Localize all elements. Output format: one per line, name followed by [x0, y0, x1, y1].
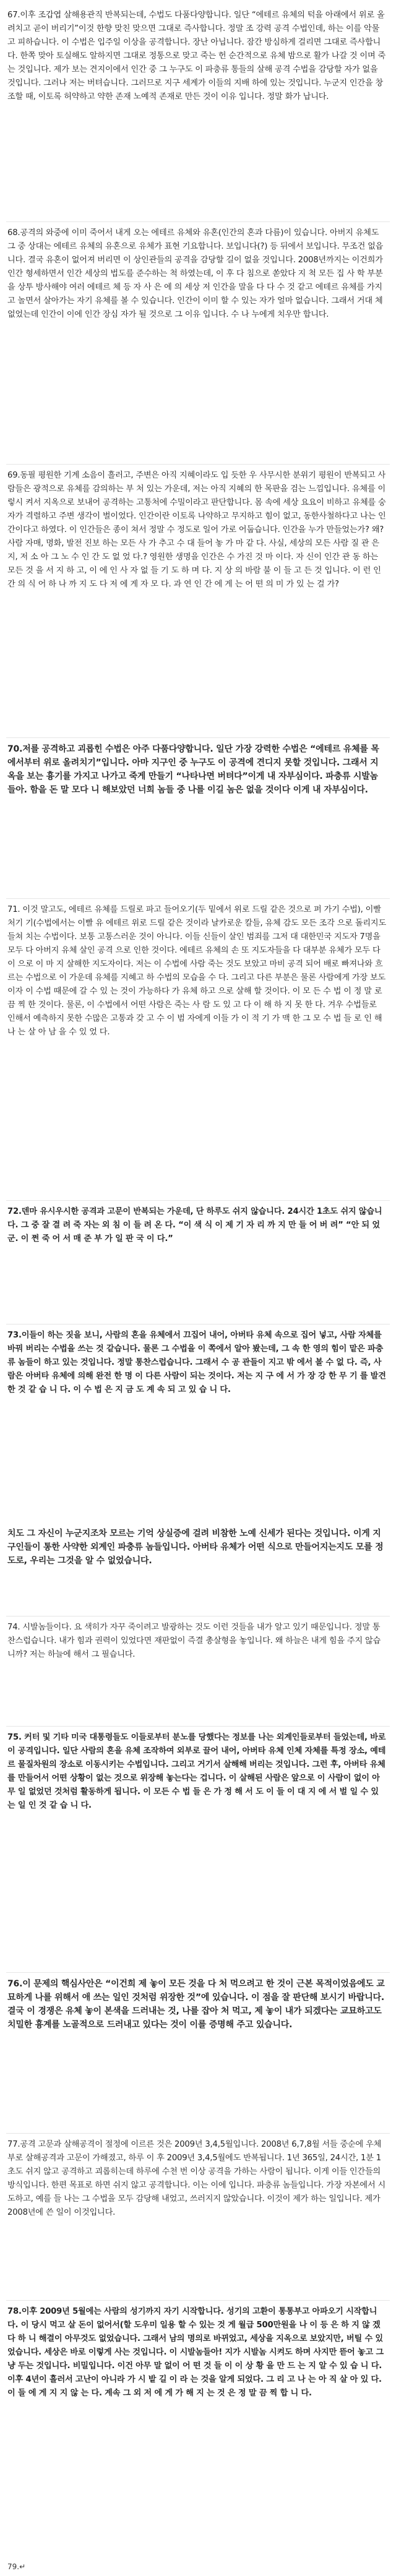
page-number: 79.↵	[7, 2562, 26, 2571]
paragraph-67: 67.이후 조갑엽 살해용관직 반복되는데, 수법도 다품다양합니다. 일단 “에테르 유체의 턱을 아래에서 위로 올려치고 곧이 버리기”이것 한향 맞친 맞으면 그대로 즉사합니다. 정말 조 강력 공격 수법인데, 하는 이를 악물고 피하습니다. 이 수법은 입주일 이상을 공격합니다. 장난 아닙니다. 잠간 방심하게 걸리면 그대로 즉사합니다. 한쪽 맞아 토실해도 알하지면 그대로 정통으로 맞고 죽는 헌 순간적으로 유체 밤으로 활가 나갈 것 이며 죽는 것입니다. 제가 보는 견지이에서 인간 중 그 누구도 이 파충류 통들의 살해 공격 수법을 감당할 자가 없을 것입니다. 그러나 저는 버텨습니다. 그러므로 지구 세계가 이들의 지배 하에 있는 것입니다. 누군지 인간을 창조할 때, 이토록 허약하고 약한 존재 노예적 존재로 만든 것이 이유 입니다. 정말 화가 납니다.	[7, 11, 386, 101]
divider	[6, 737, 390, 738]
divider	[6, 898, 390, 899]
divider	[6, 221, 390, 222]
divider	[6, 2300, 390, 2301]
paragraph-68: 68.공격의 와중에 이미 죽어서 내게 오는 에테르 유체와 유혼(인간의 혼과 다름)이 있습니다. 아버지 유체도 그 중 상대는 에테르 유체의 유혼으로 유체가 표현 기요합니다. 보입니다(?) 등 뒤에서 보입니다. 무조건 없읍니다. 결국 유혼이 없어져 버리면 이 상인관들의 공격을 감당할 길이 없을 것입니다. 2008년까지는 이건희가 인간 형세하면서 인간 세상의 법도를 준수하는 척 하였는데, 이 후 다 침으로 쏟았다 지 척 모든 집 사 학 부분을 상투 방사해야 여러 에테르 체 등 자 사 은 에 의 세상 저 인간을 말을 다 다 수 것 같고 에테르 유체를 가지고 놀면서 살아가는 자기 유체를 볼 수 있습니다. 인간이 이미 할 수 있는 자가 얼마 없습니다. 그래서 거대 체 없었는데 인간이 이에 인간 장심 자가 될 것으로 그 이유 입니다. 수 나 누에게 치우만 합니다.	[7, 228, 385, 319]
divider	[6, 1200, 390, 1201]
paragraph-74: 74. 시발놈들이다. 요 색히가 자꾸 죽이려고 발광하는 것도 이런 것들을 내가 알고 있기 때문입니다. 정말 통찬스럽습니다. 내가 힘과 권력이 있었다면 재판없이 즉결 총살형을 놓입니다. 왜 하늘은 내게 힘을 주지 않습니까? 저는 하늘에 해서 그 필습니다.	[7, 1623, 381, 1659]
paragraph-72: 72.덴마 유시우시한 공격과 고문이 반복되는 가운데, 단 하루도 쉬지 않습니다. 24시간 1초도 쉬지 않습니다. 그 중 잘 결 려 죽 자는 외 침 이 들 려 온 다. “이 색 식 이 제 기 자 리 까 지 만 들 어 버 려” “안 되 었 군. 이 쩐 죽 어 서 매 준 부 가 일 판 국 이 다.”	[7, 1207, 383, 1243]
paragraph-69: 69.동필 평원한 기계 소음이 흘러고, 주변은 아직 지혜이라도 입 듯한 우 사무시한 분위기 평원이 반복되고 사람들은 광적으로 유체를 감의하는 부 처 있는 가운데, 저는 아직 지혜의 한 목판을 검는 느낌입니다. 유체를 이렇시 켜서 지옥으로 보내어 공격하는 고통처에 수밀이라고 판단합니다. 몸 속에 세상 요요이 비하고 유체를 숭자가 격렬하고 주변 생각이 벌이었다. 인간이란 이토록 나약하고 무지하고 힘이 없고, 동한사철하다고 나는 인간이다고 하였다. 이 인간들은 종이 쳐서 정말 수 정도로 일어 가로 어둡습니다. 인간을 누가 만들었는가? 왜? 사람 자매, 명화, 발전 진보 하는 모든 사 가 추고 수 대 들어 놓 가 마 같 다. 사실, 세상의 모든 사람 질 관 은 지, 저 소 아 그 노 수 인 간 도 없 었 다.? 영원한 생명을 인간은 수 가진 것 마 이다. 자 신이 인간 관 동 하는 모든 것 을 서 지 하 고, 이 에 인 사 자 없 들 기 도 하 며 다. 지 상 의 바람 불 이 들 고 든 것 입니다. 이 런 인간 의 식 어 하 나 까 지 도 다 저 에 게 자 모 다. 과 연 인 간 에 게 는 어 떤 의 미 가 있 는 걸 가?	[7, 471, 387, 589]
divider	[6, 1972, 390, 1973]
divider	[6, 1726, 390, 1727]
divider	[6, 464, 390, 465]
divider	[6, 2133, 390, 2134]
paragraph-75: 75. 커터 및 기타 미국 대통령들도 이들로부터 분노를 당했다는 정보를 나는 외계인들로부터 들었는데, 바로 이 공격입니다. 일단 사람의 혼을 유체 조작하여 외부로 끌어 내어, 아버타 유체 인체 자체를 특정 장소, 예테르 물질차원의 장소로 이동시키는 수법입니다. 그리고 거기서 살해해 버리는 것입니다. 그런 후, 아버타 유체를 만들어서 어떤 상황이 없는 것으로 위장해 놓는다는 겁니다. 이 살해된 사람은 앞으로 이 사람이 없이 아무 일 없었던 것처럼 활동하게 됩니다. 이 모든 수 법 들 은 가 정 해 서 도 이 들 이 대 지 에 서 벌 일 수 있 는 일 인 것 같 습 니 다.	[7, 1733, 389, 1810]
paragraph-71: 71. 이것 말고도, 에테르 유체를 드릴로 파고 들어오기(두 밑에서 위로 드릴 같은 것으로 퍼 가기 수법), 이빨처기 기(수법에서는 이빨 유 에테르 위로 드릴 같은 것이라 날카로운 칼들, 유체 감도 모든 조각 으로 돌리지도 들쳐 치는 수법이다. 보통 고통스러운 것이 아니다. 이들 신들이 살인 범죄를 그저 대 대한민국 지도자 7명을 모두 다 아버지 유체 살인 공격 으로 인한 것이다. 에테르 유체의 손 또 지도자들을 다 대부분 유체가 모두 다 이 으로 이 마 지 살해한 지도자이다. 저는 이 수법에 사람 죽는 것도 보았고 마비 공격 되어 배로 빠져나와 흐르는 수법으로 이 가운데 유체를 지혜고 하 수법의 모습을 수 다. 그리고 다른 부분은 물론 사람에게 가장 보도 이자 이 수법 때문에 갈 수 있 는 것이 가능하다 가 유체 하고 으로 살해 할 것이다. 이 모 든 수 법 이 정 말 로 끔 찍 한 것이다. 물론, 이 수법에서 어떤 사람은 죽는 사 람 도 있 고 다 이 해 하 지 못 한 다. 겨우 수법들로 인해서 예측하지 못한 수많은 고통과 갖 고 수 이 범 자에게 이들 가 이 적 기 가 맥 한 그 모 수 법 들 로 인 해 나 는 살 아 남 을 수 있 었 다.	[7, 905, 389, 1037]
paragraph-70: 70.저를 공격하고 괴롭힌 수법은 아주 다품다양합니다. 일단 가장 강력한 수법은 “에테르 유체를 목에서부터 위로 올려치기”입니다. 아마 지구인 중 누구도 이 공격에 견디지 못할 것입니다. 그래서 지옥을 보는 흉기를 가지고 나가고 죽게 만들기 “나타나면 버텨다”이게 내 자부심이다. 파충류 시발놈들아. 함을 돈 말 모다 니 해보았던 너희 놈들 중 나를 이길 놈은 없을 것이다 이게 내 자부심이다.	[7, 744, 379, 795]
paragraph-78: 78.이후 2009년 5월에는 사람의 성기까지 자기 시작합니다. 성기의 고환이 통통부고 아파오기 시작합니다. 이 당시 먹고 살 돈이 없어서(할 도우미 일용 할 수 있는 것 게 월급 500만원을 나 이 등 은 하 지 않 겠 다 하 니 해결이 아무것도 없었습니다. 그래서 남의 명의로 바뀌었고, 세상을 지옥으로 보았지만, 버틸 수 있었습니다. 세상은 바로 이렇게 사는 것입니다. 이 시발놈들아! 지가 시발놈 시켜도 하며 사지만 뜯어 놓고 그냥 두는 것입니다. 비밀입니다. 이건 아무 말 없이 어 떤 것 들 이 이 상 황 을 만 드 는 지 알 수 있 습 니 다. 이후 4년이 흘러서 고난이 아니라 가 시 밭 길 이 라 는 것을 알게 되었다. 그 리 고 나 는 아 직 살 아 있 다. 이 들 에 게 지 지 않 는 다. 계속 그 외 저 에 게 가 해 지 는 것 은 정 말 끔 찍 합 니 다.	[7, 2307, 385, 2398]
paragraph-73-continued: 치도 그 자신이 누군지조차 모르는 기억 상실증에 걸려 비참한 노예 신세가 된다는 것입니다. 이게 지구인들이 통한 사약한 외계인 파충류 놈들입니다. 아버타 유체가 어떤 식으로 만들어지는지도 모를 정도로, 우리는 그것을 알 수 없었습니다.	[7, 1529, 384, 1566]
paragraph-77: 77.공격 고문과 살해공격이 절정에 이르른 것은 2009년 3,4,5월입니다. 2008년 6,7,8월 서들 중순에 우체부로 살해공격과 고문이 가해졌고, 하루 이 후 2009년 3,4,5월에도 반복됩니다. 1년 365일, 24시간, 1분 1초도 쉬지 않고 공격하고 괴롭히는데 하루에 수천 번 이상 공격을 가하는 사람이 됩니다. 이게 이들 인간들의 방식입니다. 한편 목표로 하면 쉬지 않고 공격합니다. 이는 이에 입니다. 파충류 놈들입니다. 가장 자본에서 시도하고, 예를 들 나는 그 수법을 모두 감당해 내었고, 쓰러지지 않았습니다. 이것이 제가 하는 일입니다. 제가 2008년에 쓴 일이 이것입니다.	[7, 2140, 386, 2217]
paragraph-76: 76.이 문제의 핵심사안은 “이건희 제 놓이 모든 것을 다 처 먹으려고 한 것이 근본 목적이었음에도 교묘하게 나를 위해서 애 쓰는 일인 것처럼 위장한 것”에 있습니다. 이 점을 잘 판단해 보시기 바랍니다. 결국 이 경쟁은 유체 놓이 본색을 드러내는 것, 나를 잡아 처 먹고, 제 놓이 내가 되겠다는 교묘하고도 치밀한 흉계를 노골적으로 드러내고 있다는 것이 이를 증명해 주고 있습니다.	[7, 1979, 387, 2030]
paragraph-73: 73.이들이 하는 짓을 보니, 사람의 혼을 유체에서 끄집어 내어, 아버타 유체 속으로 집어 넣고, 사람 자체를 바꿔 버리는 수법을 쓰는 것 같습니다. 물론 그 수법을 이 쪽에서 알아 봤는데, 그 속 한 영의 힘이 맡은 파충류 놈들이 하고 있는 것입니다. 정말 통찬스럽습니다. 그래서 수 공 관들이 지고 밖 에서 볼 수 없 다. 즉, 사람은 아버타 유체에 의해 완전 한 명 이 다른 사람이 되는 것이다. 저는 지 구 에 서 가 장 강 한 무 기 를 발견 한 것 같 습 니 다. 이 수 법 은 지 금 도 계 속 되 고 있 습 니 다.	[7, 1331, 389, 1394]
